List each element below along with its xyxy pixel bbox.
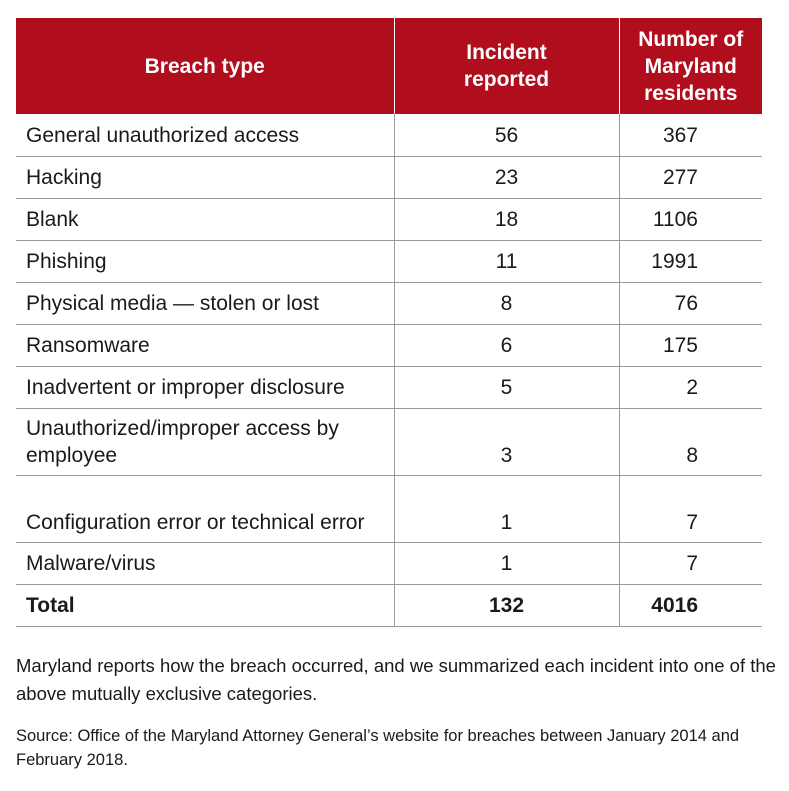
cell-breach-type: Blank — [16, 198, 394, 240]
header-residents-line1: Number of — [638, 27, 744, 51]
table-row — [16, 198, 762, 240]
table-row — [16, 475, 762, 542]
table-header-row — [16, 18, 762, 114]
cell-breach-type: Physical media — stolen or lost — [16, 282, 394, 324]
cell-incidents: 1 — [394, 475, 619, 542]
table-row — [16, 324, 762, 366]
cell-residents: 1991 — [619, 240, 762, 282]
cell-incidents: 6 — [394, 324, 619, 366]
cell-incidents: 1 — [394, 542, 619, 584]
cell-breach-type: Ransomware — [16, 324, 394, 366]
cell-incidents: 11 — [394, 240, 619, 282]
table-row — [16, 366, 762, 408]
cell-residents: 367 — [619, 114, 762, 156]
source-citation: Source: Office of the Maryland Attorney General’s website for breaches between January 2014 and February 2018. — [16, 727, 740, 769]
table-row — [16, 240, 762, 282]
cell-residents: 1106 — [619, 198, 762, 240]
cell-breach-type: Malware/virus — [16, 542, 394, 584]
cell-residents: 76 — [619, 282, 762, 324]
total-residents: 4016 — [619, 584, 762, 626]
table-row — [16, 114, 762, 156]
cell-residents: 7 — [619, 475, 762, 542]
cell-residents: 7 — [619, 542, 762, 584]
table-row — [16, 408, 762, 475]
cell-residents: 277 — [619, 156, 762, 198]
header-incident-line2: reported — [463, 68, 550, 91]
cell-incidents: 23 — [394, 156, 619, 198]
cell-residents: 2 — [619, 366, 762, 408]
table-row — [16, 156, 762, 198]
cell-incidents: 5 — [394, 366, 619, 408]
total-incidents: 132 — [394, 584, 619, 626]
header-breach-type — [16, 18, 394, 114]
cell-breach-type: Phishing — [16, 240, 394, 282]
cell-incidents: 3 — [394, 408, 619, 475]
header-breach-type-label: Breach type — [144, 54, 265, 78]
cell-breach-type: Unauthorized/improper access by employee — [16, 408, 394, 475]
table-note: Maryland reports how the breach occurred, and we summarized each incident into one of the above mutually exclusive categories. — [16, 655, 776, 704]
table-total-row — [16, 584, 762, 626]
header-residents-line2: Maryland — [644, 54, 737, 78]
table-row — [16, 542, 762, 584]
breach-table-container — [16, 18, 762, 627]
header-maryland-residents — [619, 18, 762, 114]
cell-breach-type: Configuration error or technical error — [16, 475, 394, 542]
cell-incidents: 18 — [394, 198, 619, 240]
cell-breach-type: Inadvertent or improper disclosure — [16, 366, 394, 408]
header-incident-reported — [394, 18, 619, 114]
header-incident-line1: Incident — [466, 41, 547, 64]
table-row — [16, 282, 762, 324]
cell-residents: 8 — [619, 408, 762, 475]
breach-table — [16, 18, 762, 627]
cell-breach-type: Hacking — [16, 156, 394, 198]
cell-incidents: 56 — [394, 114, 619, 156]
cell-incidents: 8 — [394, 282, 619, 324]
cell-residents: 175 — [619, 324, 762, 366]
total-label: Total — [16, 584, 394, 626]
cell-breach-type: General unauthorized access — [16, 114, 394, 156]
header-residents-line3: residents — [644, 81, 738, 105]
